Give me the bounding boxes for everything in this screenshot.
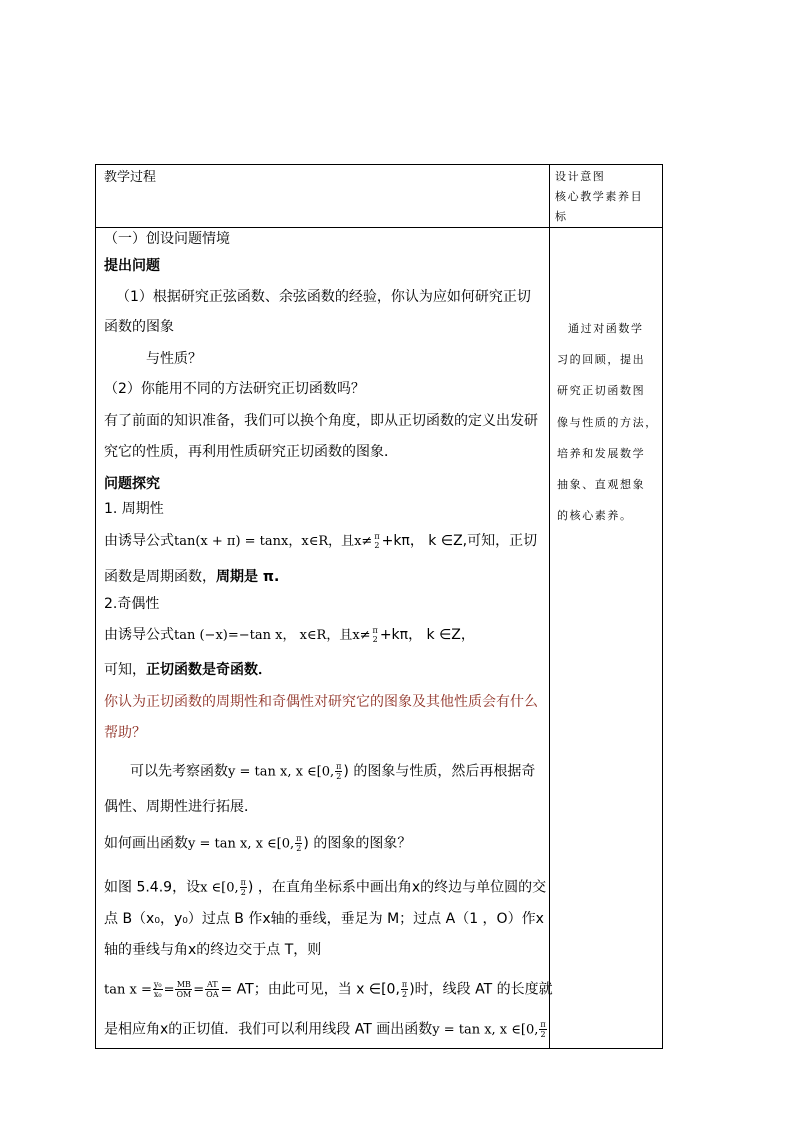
periodicity-line-1: 由诱导公式tan(x + π) = tanx，x∈R，且x≠ π 2 +kπ， k ∈Z,可知，正切 (104, 532, 538, 550)
period-conclusion: 周期是 π. (216, 569, 280, 585)
paragraph-4: 如何画出函数y = tan x, x ∈[0, $\frac{\pi}{2}$ ) 的图象的图象？ (104, 834, 412, 853)
header-core-literacy: 核心教学素养目 (555, 190, 644, 203)
header-goal: 标 (555, 210, 568, 223)
section-title: （一）创设问题情境 (104, 231, 230, 247)
header-teaching-process: 教学过程 (104, 170, 157, 185)
periodicity-line-2: 函数是周期函数，周期是 π. (104, 569, 280, 585)
raise-question-title: 提出问题 (104, 258, 160, 274)
parity-line-2: 可知，正切函数是奇函数． (104, 662, 272, 678)
paragraph-5-line-2: 点 B（x₀，y₀）过点 B 作x轴的垂线，垂足为 M；过点 A（1 ，O）作x (104, 911, 544, 927)
header-design-intent: 设计意图 (555, 170, 606, 183)
intent-line-6: 抽象、直观想象 (557, 478, 646, 491)
question-1-line-3: 与性质？ (146, 351, 202, 367)
intent-line-3: 研究正切函数图 (557, 384, 646, 397)
intent-line-5: 培养和发展数学 (557, 447, 646, 460)
paragraph-1-line-2: 究它的性质，再利用性质研究正切函数的图象． (104, 444, 398, 460)
question-1-line-2: 函数的图象 (104, 319, 174, 335)
question-2: （2）你能用不同的方法研究正切函数吗？ (104, 381, 365, 397)
parity-heading: 2.奇偶性 (104, 596, 160, 612)
paragraph-7: 是相应角x的正切值．我们可以利用线段 AT 画出函数y = tan x, x ∈[0, $\frac{\pi}{2}$ (104, 1020, 546, 1039)
paragraph-5-line-3: 轴的垂线与角x的终边交于点 T，则 (104, 942, 322, 958)
periodicity-heading: 1. 周期性 (104, 501, 164, 517)
intent-line-2: 习的回顾，提出 (557, 353, 646, 366)
odd-conclusion: 正切函数是奇函数． (146, 662, 272, 678)
parity-line-1: 由诱导公式tan (−x)=−tan x， x∈R，且x≠ π 2 +kπ， k ∈Z， (104, 626, 475, 644)
question-1-line-1: （1）根据研究正弦函数、余弦函数的经验，你认为应如何研究正切 (116, 289, 531, 305)
intent-line-4: 像与性质的方法， (557, 416, 658, 429)
guiding-question-line-1: 你认为正切函数的周期性和奇偶性对研究它的图象及其他性质会有什么 (104, 694, 538, 710)
header-row-divider (96, 227, 662, 228)
paragraph-3-line-1: 可以先考察函数y = tan x, x ∈[0, $\frac{\pi}{2}$ ) 的图象与性质，然后再根据奇 (130, 762, 536, 781)
column-divider (549, 165, 550, 1048)
paragraph-5-line-1: 如图 5.4.9，设x ∈[0, $\frac{\pi}{2}$ ) ，在直角坐标系中画出角x的终边与单位圆的交 (104, 878, 547, 897)
odd-formula: tan (−x)=−tan x， x∈R，且x≠ (174, 628, 371, 643)
period-formula: tan(x + π) = tanx，x∈R，且x≠ (174, 534, 373, 549)
intent-line-1: 通过对函数学 (568, 322, 644, 335)
lesson-table (95, 164, 663, 1049)
tangent-ratio-line: tan x = $\frac{\text{y₀}}{\text{x₀}}$ = $\frac{MB}{OM}$ = $\frac{AT}{OA}$ = AT；由此可见，当 x ∈[0, $\frac{\pi}{2}$ )时，线段 AT 的长度就 (104, 980, 553, 999)
guiding-question-line-2: 帮助？ (104, 725, 146, 741)
explore-title: 问题探究 (104, 476, 160, 492)
paragraph-1-line-1: 有了前面的知识准备，我们可以换个角度，即从正切函数的定义出发研 (104, 413, 538, 429)
intent-line-7: 的核心素养。 (557, 509, 633, 522)
paragraph-3-line-2: 偶性、周期性进行拓展． (104, 799, 258, 815)
